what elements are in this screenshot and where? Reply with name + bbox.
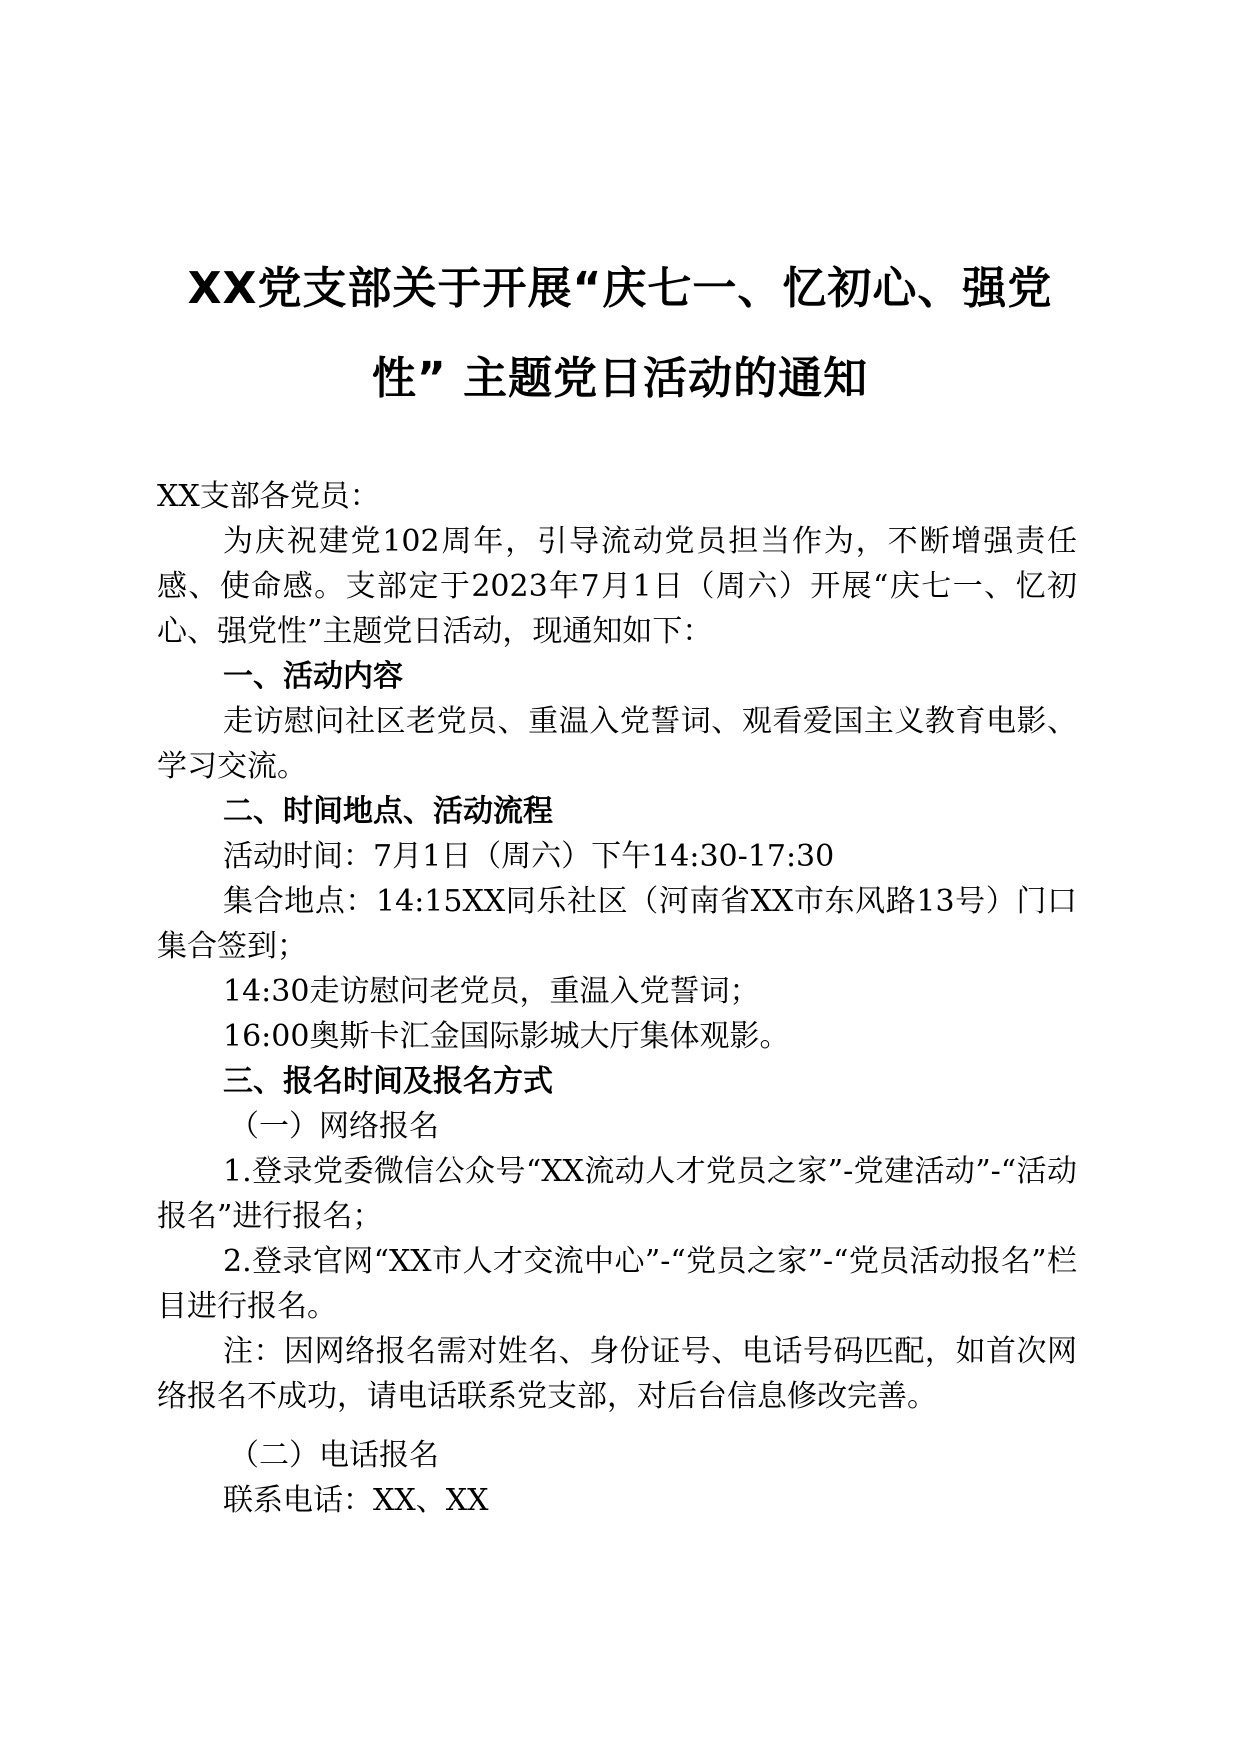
document-title-line-2: 性” 主题党日活动的通知 xyxy=(371,353,869,404)
phone-signup-heading: （二）电话报名 xyxy=(229,1438,439,1473)
document-body xyxy=(157,474,1077,1523)
schedule-step-2: 16:00奥斯卡汇金国际影城大厅集体观影。 xyxy=(223,1019,790,1054)
online-signup-item-1: 1.登录党委微信公众号“XX流动人才党员之家”-党建活动”-“活动报名”进行报名； xyxy=(157,1154,1077,1234)
phone-contact: 联系电话：XX、XX xyxy=(223,1483,489,1518)
section-1-heading: 一、活动内容 xyxy=(223,659,403,694)
section-3-heading: 三、报名时间及报名方式 xyxy=(223,1064,553,1099)
section-2-heading: 二、时间地点、活动流程 xyxy=(223,794,553,829)
online-signup-item-2: 2.登录官网“XX市人才交流中心”-“党员之家”-“党员活动报名”栏目进行报名。 xyxy=(157,1244,1077,1324)
spacer xyxy=(157,1419,1077,1433)
activity-time: 活动时间：7月1日（周六）下午14:30-17:30 xyxy=(223,839,835,874)
online-signup-note: 注：因网络报名需对姓名、身份证号、电话号码匹配，如首次网络报名不成功，请电话联系党支部，对后台信息修改完善。 xyxy=(157,1334,1077,1414)
online-signup-heading: （一）网络报名 xyxy=(229,1109,439,1144)
gathering-place: 集合地点：14:15XX同乐社区（河南省XX市东风路13号）门口集合签到； xyxy=(157,884,1077,964)
greeting: XX支部各党员： xyxy=(157,479,380,514)
schedule-step-1: 14:30走访慰问老党员，重温入党誓词； xyxy=(223,974,760,1009)
intro-paragraph: 为庆祝建党102周年，引导流动党员担当作为，不断增强责任感、使命感。支部定于2023年7月1日（周六）开展“庆七一、忆初心、强党性”主题党日活动，现通知如下： xyxy=(157,524,1077,649)
section-1-text: 走访慰问社区老党员、重温入党誓词、观看爱国主义教育电影、学习交流。 xyxy=(157,704,1077,784)
document-title-line-1: XX党支部关于开展“庆七一、忆初心、强党 xyxy=(187,263,1053,314)
